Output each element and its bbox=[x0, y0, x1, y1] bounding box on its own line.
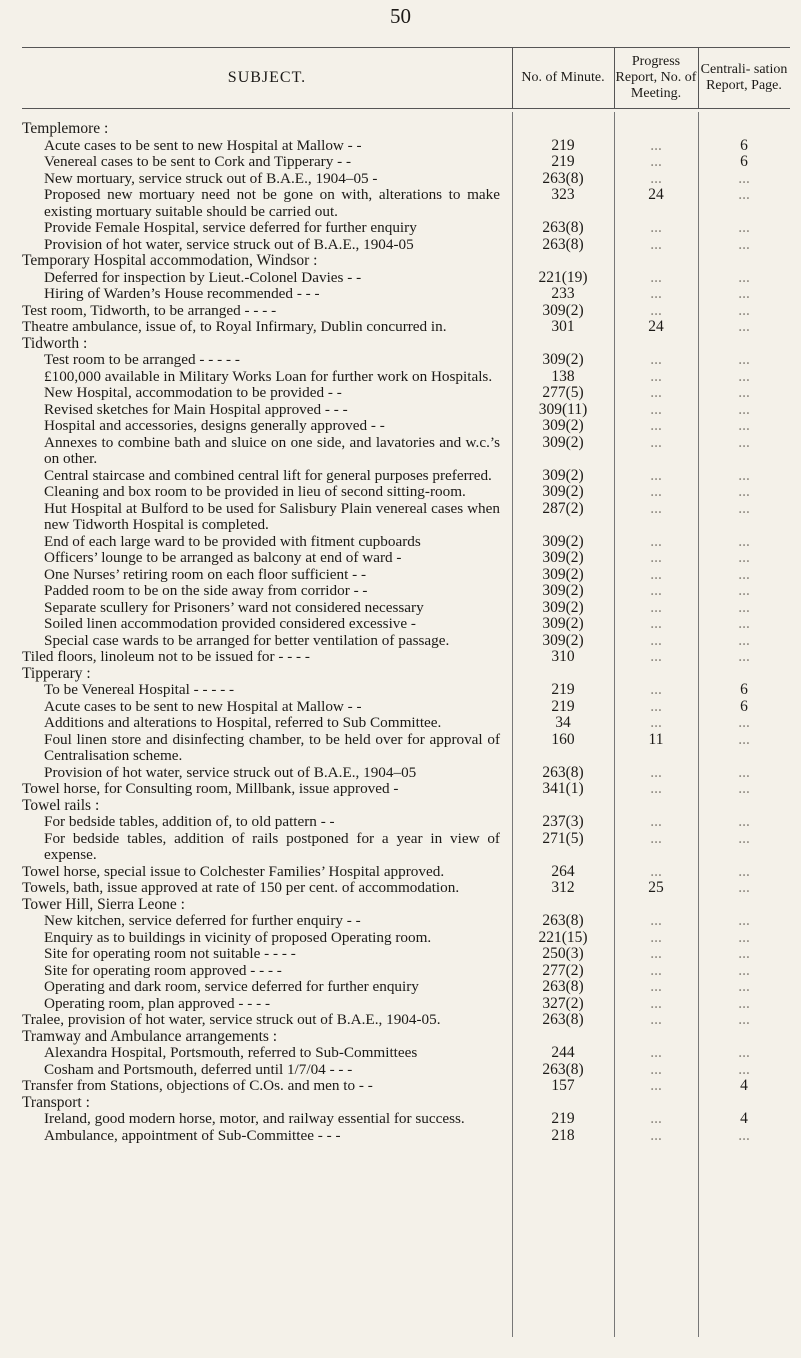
centralisation-page: 6 bbox=[740, 681, 748, 698]
index-entry-row bbox=[22, 237, 790, 254]
entry-subject: Acute cases to be sent to new Hospital at Mallow - - bbox=[44, 136, 362, 154]
entry-subject: Towel horse, for Consulting room, Millbank, issue approved - bbox=[22, 780, 399, 797]
index-table-body bbox=[22, 121, 790, 1144]
entry-subject: New kitchen, service deferred for further enquiry - - bbox=[44, 912, 361, 929]
section-heading: Tipperary : bbox=[22, 664, 91, 682]
column-divider bbox=[614, 48, 615, 108]
minute-number: 309(2) bbox=[542, 433, 584, 451]
column-divider bbox=[698, 48, 699, 108]
index-entry-row bbox=[22, 567, 790, 584]
index-entry-row bbox=[22, 187, 790, 220]
index-entry-row bbox=[22, 402, 790, 419]
centralisation-report-column-header: Centrali- sation Report, Page. bbox=[700, 62, 788, 93]
entry-subject: Cleaning and box room to be provided in lieu of second sitting-room. bbox=[44, 483, 466, 500]
index-entry-row bbox=[22, 171, 790, 188]
index-entry-row bbox=[22, 1062, 790, 1079]
index-entry-row bbox=[22, 418, 790, 435]
minute-number: 263(8) bbox=[542, 1060, 584, 1078]
progress-report-number: ... bbox=[650, 945, 662, 962]
minute-number: 309(2) bbox=[542, 549, 584, 566]
index-entry-row bbox=[22, 1111, 790, 1128]
entry-subject: Ireland, good modern horse, motor, and railway essential for success. bbox=[44, 1110, 465, 1127]
index-entry-row bbox=[22, 880, 790, 897]
centralisation-page: 6 bbox=[740, 153, 748, 170]
minute-number: 287(2) bbox=[542, 499, 584, 517]
centralisation-page: ... bbox=[738, 466, 750, 484]
entry-subject: For bedside tables, addition of rails postponed for a year in view of expense. bbox=[44, 829, 500, 863]
minute-number: 263(8) bbox=[542, 912, 584, 929]
entry-subject: Separate scullery for Prisoners’ ward not considered necessary bbox=[44, 598, 424, 616]
index-entry-row bbox=[22, 484, 790, 501]
minute-number: 271(5) bbox=[542, 829, 584, 847]
index-entry-row bbox=[22, 616, 790, 633]
centralisation-page: ... bbox=[738, 1044, 750, 1061]
progress-report-number: ... bbox=[650, 367, 662, 385]
progress-report-number: ... bbox=[650, 565, 662, 583]
index-entry-row bbox=[22, 814, 790, 831]
minute-number: 277(5) bbox=[542, 384, 584, 401]
entry-subject: Provision of hot water, service struck out of B.A.E., 1904–05 bbox=[44, 763, 417, 781]
progress-report-number: ... bbox=[650, 219, 662, 236]
section-heading: Transport : bbox=[22, 1093, 90, 1111]
centralisation-page: ... bbox=[738, 879, 750, 896]
entry-subject: New mortuary, service struck out of B.A.E., 1904–05 - bbox=[44, 169, 378, 187]
entry-subject: Site for operating room not suitable - - - - bbox=[44, 945, 296, 962]
minute-number: 323 bbox=[551, 186, 575, 203]
minute-number: 312 bbox=[551, 879, 575, 896]
minute-number: 309(11) bbox=[538, 400, 588, 418]
minute-number: 327(2) bbox=[542, 994, 584, 1012]
centralisation-page: ... bbox=[738, 549, 750, 566]
progress-report-number: ... bbox=[650, 994, 662, 1012]
section-heading: Tidworth : bbox=[22, 334, 88, 352]
minute-number: 233 bbox=[551, 285, 575, 302]
centralisation-page: 4 bbox=[740, 1110, 748, 1127]
entry-subject: One Nurses’ retiring room on each floor sufficient - - bbox=[44, 565, 367, 583]
minute-number: 301 bbox=[551, 318, 575, 335]
entry-subject: Tiled floors, linoleum not to be issued for - - - - bbox=[22, 648, 310, 665]
minute-number: 160 bbox=[551, 730, 575, 748]
progress-report-number: ... bbox=[650, 631, 662, 649]
progress-report-number: ... bbox=[650, 136, 662, 154]
centralisation-page: ... bbox=[738, 433, 750, 451]
entry-subject: Provide Female Hospital, service deferred for further enquiry bbox=[44, 219, 417, 236]
minute-number: 309(2) bbox=[542, 631, 584, 649]
centralisation-page: ... bbox=[738, 763, 750, 781]
progress-report-number: 11 bbox=[648, 730, 664, 748]
centralisation-page: ... bbox=[738, 186, 750, 203]
centralisation-page: ... bbox=[738, 928, 750, 946]
progress-report-number: ... bbox=[650, 763, 662, 781]
entry-subject: Towels, bath, issue approved at rate of 150 per cent. of accommodation. bbox=[22, 879, 460, 896]
progress-report-number: ... bbox=[650, 912, 662, 929]
progress-report-number: ... bbox=[650, 384, 662, 401]
entry-subject: Annexes to combine bath and sluice on one side, and lavatories and w.c.’s on other. bbox=[44, 433, 500, 467]
minute-number: 219 bbox=[551, 1110, 575, 1127]
minute-number: 264 bbox=[551, 862, 575, 880]
centralisation-page: ... bbox=[738, 219, 750, 236]
progress-report-number: 24 bbox=[648, 318, 664, 335]
entry-subject: Additions and alterations to Hospital, referred to Sub Committee. bbox=[44, 714, 442, 731]
index-entry-row bbox=[22, 138, 790, 155]
progress-report-number: ... bbox=[650, 961, 662, 979]
minute-number: 221(15) bbox=[538, 928, 588, 946]
progress-report-number: ... bbox=[650, 301, 662, 319]
entry-subject: £100,000 available in Military Works Loan for further work on Hospitals. bbox=[44, 367, 493, 385]
centralisation-page: ... bbox=[738, 912, 750, 929]
minute-number: 341(1) bbox=[542, 780, 584, 797]
progress-report-number: ... bbox=[650, 813, 662, 830]
index-entry-row bbox=[22, 963, 790, 980]
index-entry-row bbox=[22, 550, 790, 567]
progress-report-number: ... bbox=[650, 829, 662, 847]
centralisation-page: ... bbox=[738, 780, 750, 797]
minute-number: 309(2) bbox=[542, 466, 584, 484]
centralisation-page: ... bbox=[738, 301, 750, 319]
progress-report-number: ... bbox=[650, 1126, 662, 1144]
index-entry-row bbox=[22, 781, 790, 798]
index-entry-row bbox=[22, 913, 790, 930]
entry-subject: Central staircase and combined central lift for general purposes preferred. bbox=[44, 466, 492, 484]
entry-subject: Deferred for inspection by Lieut.-Colonel Davies - - bbox=[44, 268, 362, 286]
section-heading-row bbox=[22, 798, 790, 815]
progress-report-number: ... bbox=[650, 1060, 662, 1078]
minute-number: 309(2) bbox=[542, 598, 584, 616]
minute-number: 309(2) bbox=[542, 582, 584, 599]
entry-subject: Special case wards to be arranged for better ventilation of passage. bbox=[44, 631, 450, 649]
centralisation-page: ... bbox=[738, 648, 750, 665]
centralisation-page: ... bbox=[738, 400, 750, 418]
entry-subject: Test room, Tidworth, to be arranged - - - - bbox=[22, 301, 277, 319]
minute-number: 219 bbox=[551, 153, 575, 170]
centralisation-page: ... bbox=[738, 417, 750, 434]
index-entry-row bbox=[22, 715, 790, 732]
progress-report-number: ... bbox=[650, 153, 662, 170]
progress-report-number: ... bbox=[650, 285, 662, 302]
entry-subject: Officers’ lounge to be arranged as balcony at end of ward - bbox=[44, 549, 402, 566]
progress-report-number: ... bbox=[650, 681, 662, 698]
entry-subject: Revised sketches for Main Hospital approved - - - bbox=[44, 400, 348, 418]
entry-subject: Hut Hospital at Bulford to be used for Salisbury Plain venereal cases when new Tidworth Hospital is completed. bbox=[44, 499, 500, 533]
index-entry-row bbox=[22, 468, 790, 485]
section-heading-row bbox=[22, 666, 790, 683]
progress-report-number: ... bbox=[650, 598, 662, 616]
progress-report-number: ... bbox=[650, 714, 662, 731]
centralisation-page: ... bbox=[738, 235, 750, 253]
entry-subject: Foul linen store and disinfecting chamber, to be held over for approval of Centralisation scheme. bbox=[44, 730, 500, 764]
entry-subject: Alexandra Hospital, Portsmouth, referred to Sub-Committees bbox=[44, 1044, 418, 1061]
centralisation-page: ... bbox=[738, 829, 750, 847]
index-entry-row bbox=[22, 534, 790, 551]
centralisation-page: ... bbox=[738, 483, 750, 500]
progress-report-number: ... bbox=[650, 1044, 662, 1061]
minute-number: 138 bbox=[551, 367, 575, 385]
entry-subject: Towel horse, special issue to Colchester Families’ Hospital approved. bbox=[22, 862, 445, 880]
centralisation-page: 6 bbox=[740, 136, 748, 154]
minute-number: 244 bbox=[551, 1044, 575, 1061]
centralisation-page: ... bbox=[738, 499, 750, 517]
minute-column-header: No. of Minute. bbox=[521, 70, 605, 85]
progress-report-number: ... bbox=[650, 499, 662, 517]
centralisation-page: ... bbox=[738, 318, 750, 335]
index-entry-row bbox=[22, 699, 790, 716]
minute-number: 309(2) bbox=[542, 301, 584, 319]
centralisation-page: ... bbox=[738, 813, 750, 830]
progress-report-number: 24 bbox=[648, 186, 664, 203]
progress-report-number: ... bbox=[650, 1011, 662, 1028]
centralisation-page: ... bbox=[738, 961, 750, 979]
section-heading-row bbox=[22, 1095, 790, 1112]
index-entry-row bbox=[22, 649, 790, 666]
progress-report-number: ... bbox=[650, 928, 662, 946]
index-entry-row bbox=[22, 864, 790, 881]
entry-subject: Padded room to be on the side away from corridor - - bbox=[44, 582, 368, 599]
centralisation-page: ... bbox=[738, 532, 750, 550]
centralisation-page: ... bbox=[738, 169, 750, 187]
index-entry-row bbox=[22, 1012, 790, 1029]
progress-report-number: ... bbox=[650, 780, 662, 797]
centralisation-page: ... bbox=[738, 730, 750, 748]
centralisation-page: ... bbox=[738, 994, 750, 1012]
centralisation-page: ... bbox=[738, 384, 750, 401]
progress-report-number: ... bbox=[650, 433, 662, 451]
page-number: 50 bbox=[390, 4, 411, 28]
centralisation-page: ... bbox=[738, 1126, 750, 1144]
centralisation-page: ... bbox=[738, 582, 750, 599]
index-entry-row bbox=[22, 682, 790, 699]
entry-subject: Proposed new mortuary need not be gone on with, alterations to make existing mortuary suitable should be carried out. bbox=[44, 186, 500, 220]
progress-report-number: ... bbox=[650, 466, 662, 484]
centralisation-page: ... bbox=[738, 615, 750, 632]
table-header bbox=[22, 47, 790, 109]
progress-report-number: ... bbox=[650, 483, 662, 500]
entry-subject: End of each large ward to be provided with fitment cupboards bbox=[44, 532, 421, 550]
index-entry-row bbox=[22, 1078, 790, 1095]
progress-report-column-header: Progress Report, No. of Meeting. bbox=[615, 54, 697, 101]
centralisation-page: ... bbox=[738, 598, 750, 616]
section-heading: Templemore : bbox=[22, 120, 109, 137]
centralisation-page: ... bbox=[738, 862, 750, 880]
minute-number: 221(19) bbox=[538, 268, 588, 286]
progress-report-number: ... bbox=[650, 532, 662, 550]
progress-report-number: ... bbox=[650, 351, 662, 368]
minute-number: 263(8) bbox=[542, 978, 584, 995]
section-heading: Towel rails : bbox=[22, 796, 100, 814]
section-heading-row bbox=[22, 1029, 790, 1046]
index-entry-row bbox=[22, 930, 790, 947]
entry-subject: Enquiry as to buildings in vicinity of proposed Operating room. bbox=[44, 928, 432, 946]
entry-subject: For bedside tables, addition of, to old pattern - - bbox=[44, 813, 335, 830]
minute-number: 219 bbox=[551, 136, 575, 154]
entry-subject: Ambulance, appointment of Sub-Committee - - - bbox=[44, 1126, 341, 1144]
centralisation-page: ... bbox=[738, 268, 750, 286]
minute-number: 263(8) bbox=[542, 763, 584, 781]
minute-number: 157 bbox=[551, 1077, 575, 1094]
index-entry-row bbox=[22, 270, 790, 287]
entry-subject: Cosham and Portsmouth, deferred until 1/7/04 - - - bbox=[44, 1060, 353, 1078]
index-entry-row bbox=[22, 583, 790, 600]
progress-report-number: ... bbox=[650, 1077, 662, 1094]
progress-report-number: ... bbox=[650, 235, 662, 253]
entry-subject: Soiled linen accommodation provided considered excessive - bbox=[44, 615, 416, 632]
centralisation-page: ... bbox=[738, 631, 750, 649]
section-heading-row bbox=[22, 253, 790, 270]
index-entry-row bbox=[22, 154, 790, 171]
centralisation-page: 4 bbox=[740, 1077, 748, 1094]
minute-number: 263(8) bbox=[542, 1011, 584, 1028]
progress-report-number: ... bbox=[650, 400, 662, 418]
centralisation-page: ... bbox=[738, 714, 750, 731]
entry-subject: Acute cases to be sent to new Hospital at Mallow - - bbox=[44, 697, 362, 715]
minute-number: 263(8) bbox=[542, 235, 584, 253]
minute-number: 263(8) bbox=[542, 169, 584, 187]
progress-report-number: ... bbox=[650, 697, 662, 715]
index-entry-row bbox=[22, 946, 790, 963]
minute-number: 309(2) bbox=[542, 565, 584, 583]
index-entry-row bbox=[22, 319, 790, 336]
section-heading-row bbox=[22, 336, 790, 353]
centralisation-page: ... bbox=[738, 285, 750, 302]
entry-subject: Site for operating room approved - - - - bbox=[44, 961, 282, 979]
index-entry-row bbox=[22, 501, 790, 534]
index-entry-row bbox=[22, 303, 790, 320]
entry-subject: Test room to be arranged - - - - - bbox=[44, 351, 240, 368]
minute-number: 309(2) bbox=[542, 532, 584, 550]
section-heading: Tower Hill, Sierra Leone : bbox=[22, 895, 185, 913]
index-entry-row bbox=[22, 1045, 790, 1062]
index-entry-row bbox=[22, 1128, 790, 1145]
column-divider bbox=[512, 48, 513, 108]
minute-number: 218 bbox=[551, 1126, 575, 1144]
index-entry-row bbox=[22, 385, 790, 402]
index-entry-row bbox=[22, 831, 790, 864]
section-heading-row bbox=[22, 121, 790, 138]
entry-subject: Tralee, provision of hot water, service struck out of B.A.E., 1904-05. bbox=[22, 1011, 441, 1028]
progress-report-number: ... bbox=[650, 1110, 662, 1127]
minute-number: 309(2) bbox=[542, 417, 584, 434]
section-heading: Temporary Hospital accommodation, Windsor : bbox=[22, 252, 318, 269]
progress-report-number: ... bbox=[650, 268, 662, 286]
index-entry-row bbox=[22, 732, 790, 765]
entry-subject: Venereal cases to be sent to Cork and Tipperary - - bbox=[44, 153, 352, 170]
entry-subject: Hospital and accessories, designs generally approved - - bbox=[44, 417, 385, 434]
minute-number: 219 bbox=[551, 681, 575, 698]
minute-number: 309(2) bbox=[542, 351, 584, 368]
progress-report-number: ... bbox=[650, 648, 662, 665]
centralisation-page: 6 bbox=[740, 697, 748, 715]
subject-column-header: SUBJECT. bbox=[227, 69, 307, 86]
index-entry-row bbox=[22, 979, 790, 996]
minute-number: 250(3) bbox=[542, 945, 584, 962]
centralisation-page: ... bbox=[738, 565, 750, 583]
minute-number: 237(3) bbox=[542, 813, 584, 830]
entry-subject: New Hospital, accommodation to be provided - - bbox=[44, 384, 342, 401]
entry-subject: Transfer from Stations, objections of C.Os. and men to - - bbox=[22, 1077, 373, 1094]
minute-number: 219 bbox=[551, 697, 575, 715]
minute-number: 263(8) bbox=[542, 219, 584, 236]
index-entry-row bbox=[22, 435, 790, 468]
progress-report-number: 25 bbox=[648, 879, 664, 896]
centralisation-page: ... bbox=[738, 367, 750, 385]
entry-subject: Theatre ambulance, issue of, to Royal Infirmary, Dublin concurred in. bbox=[22, 318, 447, 335]
index-entry-row bbox=[22, 352, 790, 369]
index-entry-row bbox=[22, 765, 790, 782]
minute-number: 309(2) bbox=[542, 483, 584, 500]
progress-report-number: ... bbox=[650, 862, 662, 880]
centralisation-page: ... bbox=[738, 1060, 750, 1078]
section-heading-row bbox=[22, 897, 790, 914]
entry-subject: To be Venereal Hospital - - - - - bbox=[44, 681, 235, 698]
minute-number: 310 bbox=[551, 648, 575, 665]
minute-number: 277(2) bbox=[542, 961, 584, 979]
index-entry-row bbox=[22, 286, 790, 303]
index-entry-row bbox=[22, 600, 790, 617]
section-heading: Tramway and Ambulance arrangements : bbox=[22, 1027, 278, 1045]
entry-subject: Operating room, plan approved - - - - bbox=[44, 994, 271, 1012]
minute-number: 34 bbox=[555, 714, 571, 731]
centralisation-page: ... bbox=[738, 978, 750, 995]
progress-report-number: ... bbox=[650, 169, 662, 187]
index-entry-row bbox=[22, 633, 790, 650]
index-entry-row bbox=[22, 369, 790, 386]
progress-report-number: ... bbox=[650, 417, 662, 434]
index-entry-row bbox=[22, 220, 790, 237]
index-entry-row bbox=[22, 996, 790, 1013]
progress-report-number: ... bbox=[650, 582, 662, 599]
centralisation-page: ... bbox=[738, 1011, 750, 1028]
entry-subject: Operating and dark room, service deferred for further enquiry bbox=[44, 978, 419, 995]
entry-subject: Provision of hot water, service struck out of B.A.E., 1904-05 bbox=[44, 235, 414, 253]
progress-report-number: ... bbox=[650, 549, 662, 566]
progress-report-number: ... bbox=[650, 615, 662, 632]
entry-subject: Hiring of Warden’s House recommended - - - bbox=[44, 285, 320, 302]
centralisation-page: ... bbox=[738, 351, 750, 368]
minute-number: 309(2) bbox=[542, 615, 584, 632]
centralisation-page: ... bbox=[738, 945, 750, 962]
progress-report-number: ... bbox=[650, 978, 662, 995]
